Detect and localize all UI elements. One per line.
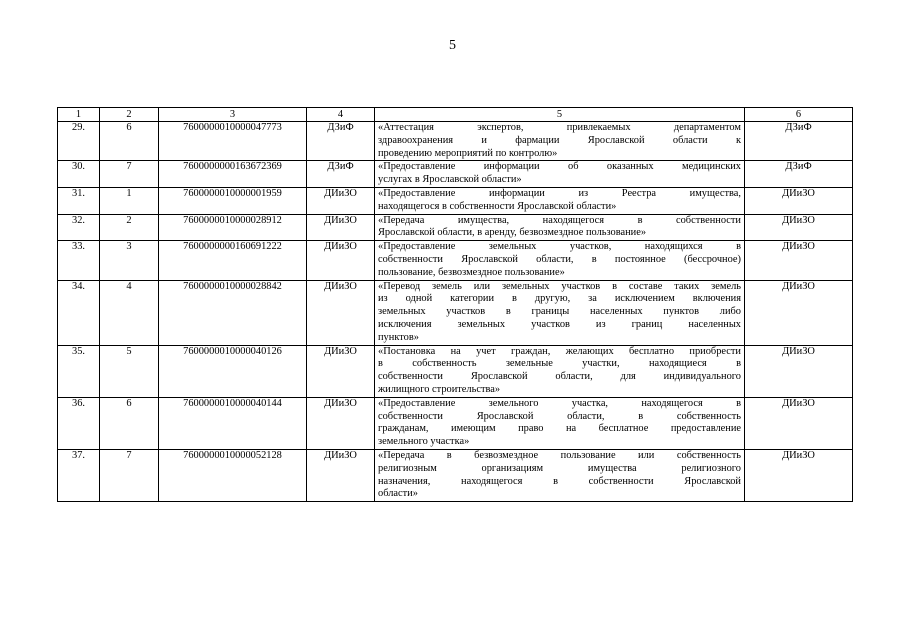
description-line: области» [378, 488, 418, 500]
table-row [58, 449, 853, 501]
description-line: гражданам, имеющим право на бесплатное предоставление [378, 423, 741, 435]
sub-number: 5 [100, 345, 159, 397]
service-description [375, 280, 745, 345]
service-code: 7600000010000028842 [159, 280, 307, 345]
description-line: «Передача имущества, находящегося в собственности [378, 214, 741, 226]
department: ДИиЗО [307, 345, 375, 397]
responsible-department: ДИиЗО [745, 187, 853, 214]
department: ДИиЗО [307, 280, 375, 345]
responsible-department: ДИиЗО [745, 345, 853, 397]
table-row [58, 187, 853, 214]
department: ДЗиФ [307, 122, 375, 161]
service-code: 7600000000163672369 [159, 161, 307, 188]
row-number: 29. [58, 122, 100, 161]
sub-number: 6 [100, 397, 159, 449]
table-row [58, 397, 853, 449]
sub-number: 3 [100, 241, 159, 280]
description-line: земельного участка» [378, 436, 470, 448]
row-number: 37. [58, 449, 100, 501]
description-line: в собственность земельные участки, находящиеся в [378, 358, 741, 370]
description-line: Ярославской области, в аренду, безвозмездное пользование» [378, 227, 647, 239]
responsible-department: ДЗиФ [745, 161, 853, 188]
sub-number: 7 [100, 161, 159, 188]
department: ДЗиФ [307, 161, 375, 188]
service-code: 7600000010000052128 [159, 449, 307, 501]
description-line: собственности Ярославской области, в постоянное (бессрочное) [378, 253, 741, 265]
department: ДИиЗО [307, 241, 375, 280]
description-line: собственности Ярославской области, для индивидуального [378, 371, 741, 383]
description-line: земельных участков в границы населенных пунктов либо [378, 306, 741, 318]
department: ДИиЗО [307, 449, 375, 501]
description-line: услугах в Ярославской области» [378, 174, 522, 186]
service-description [375, 187, 745, 214]
sub-number: 7 [100, 449, 159, 501]
description-line: пунктов» [378, 331, 419, 343]
description-line: «Постановка на учет граждан, желающих бесплатно приобрести [378, 345, 741, 357]
department: ДИиЗО [307, 214, 375, 241]
column-header: 2 [100, 108, 159, 122]
service-description [375, 241, 745, 280]
description-line: «Перевод земель или земельных участков в составе таких земель [378, 280, 741, 292]
description-line: жилищного строительства» [378, 383, 501, 395]
sub-number: 2 [100, 214, 159, 241]
row-number: 36. [58, 397, 100, 449]
responsible-department: ДИиЗО [745, 280, 853, 345]
department: ДИиЗО [307, 187, 375, 214]
description-line: «Предоставление информации об оказанных медицинских [378, 161, 741, 173]
column-header: 4 [307, 108, 375, 122]
service-description [375, 345, 745, 397]
department: ДИиЗО [307, 397, 375, 449]
table-row [58, 280, 853, 345]
responsible-department: ДИиЗО [745, 397, 853, 449]
responsible-department: ДЗиФ [745, 122, 853, 161]
description-line: проведению мероприятий по контролю» [378, 147, 558, 159]
description-line: «Предоставление земельного участка, находящегося в [378, 397, 741, 409]
service-code: 7600000010000040126 [159, 345, 307, 397]
row-number: 35. [58, 345, 100, 397]
table-row [58, 122, 853, 161]
page-number: 5 [449, 38, 456, 53]
service-description [375, 161, 745, 188]
description-line: «Аттестация экспертов, привлекаемых департаментом [378, 122, 741, 133]
service-description [375, 449, 745, 501]
table-row [58, 214, 853, 241]
description-line: собственности Ярославской области, в собственность [378, 410, 741, 422]
table-row [58, 345, 853, 397]
sub-number: 4 [100, 280, 159, 345]
service-description [375, 214, 745, 241]
service-code: 7600000010000028912 [159, 214, 307, 241]
responsible-department: ДИиЗО [745, 449, 853, 501]
description-line: религиозным организациям имущества религиозного [378, 462, 741, 474]
service-code: 7600000010000001959 [159, 187, 307, 214]
row-number: 34. [58, 280, 100, 345]
column-header: 3 [159, 108, 307, 122]
responsible-department: ДИиЗО [745, 214, 853, 241]
column-header: 5 [375, 108, 745, 122]
responsible-department: ДИиЗО [745, 241, 853, 280]
description-line: здравоохранения и фармации Ярославской области к [378, 134, 741, 146]
row-number: 30. [58, 161, 100, 188]
header-row [58, 108, 853, 122]
description-line: пользование, безвозмездное пользование» [378, 266, 565, 278]
column-header: 1 [58, 108, 100, 122]
service-code: 7600000010000047773 [159, 122, 307, 161]
row-number: 33. [58, 241, 100, 280]
description-line: находящегося в собственности Ярославской области» [378, 200, 617, 212]
sub-number: 1 [100, 187, 159, 214]
description-line: «Предоставление информации из Реестра имущества, [378, 187, 741, 199]
description-line: «Передача в безвозмездное пользование или собственность [378, 449, 741, 461]
description-line: из одной категории в другую, за исключением включения [378, 293, 741, 305]
table-row [58, 241, 853, 280]
service-code: 7600000010000040144 [159, 397, 307, 449]
services-table [57, 107, 853, 502]
row-number: 31. [58, 187, 100, 214]
description-line: исключения земельных участков из границ населенных [378, 318, 741, 330]
service-description [375, 122, 745, 161]
sub-number: 6 [100, 122, 159, 161]
column-header: 6 [745, 108, 853, 122]
service-description [375, 397, 745, 449]
description-line: «Предоставление земельных участков, находящихся в [378, 241, 741, 253]
table-row [58, 161, 853, 188]
row-number: 32. [58, 214, 100, 241]
service-code: 7600000000160691222 [159, 241, 307, 280]
description-line: назначения, находящегося в собственности Ярославской [378, 475, 741, 487]
